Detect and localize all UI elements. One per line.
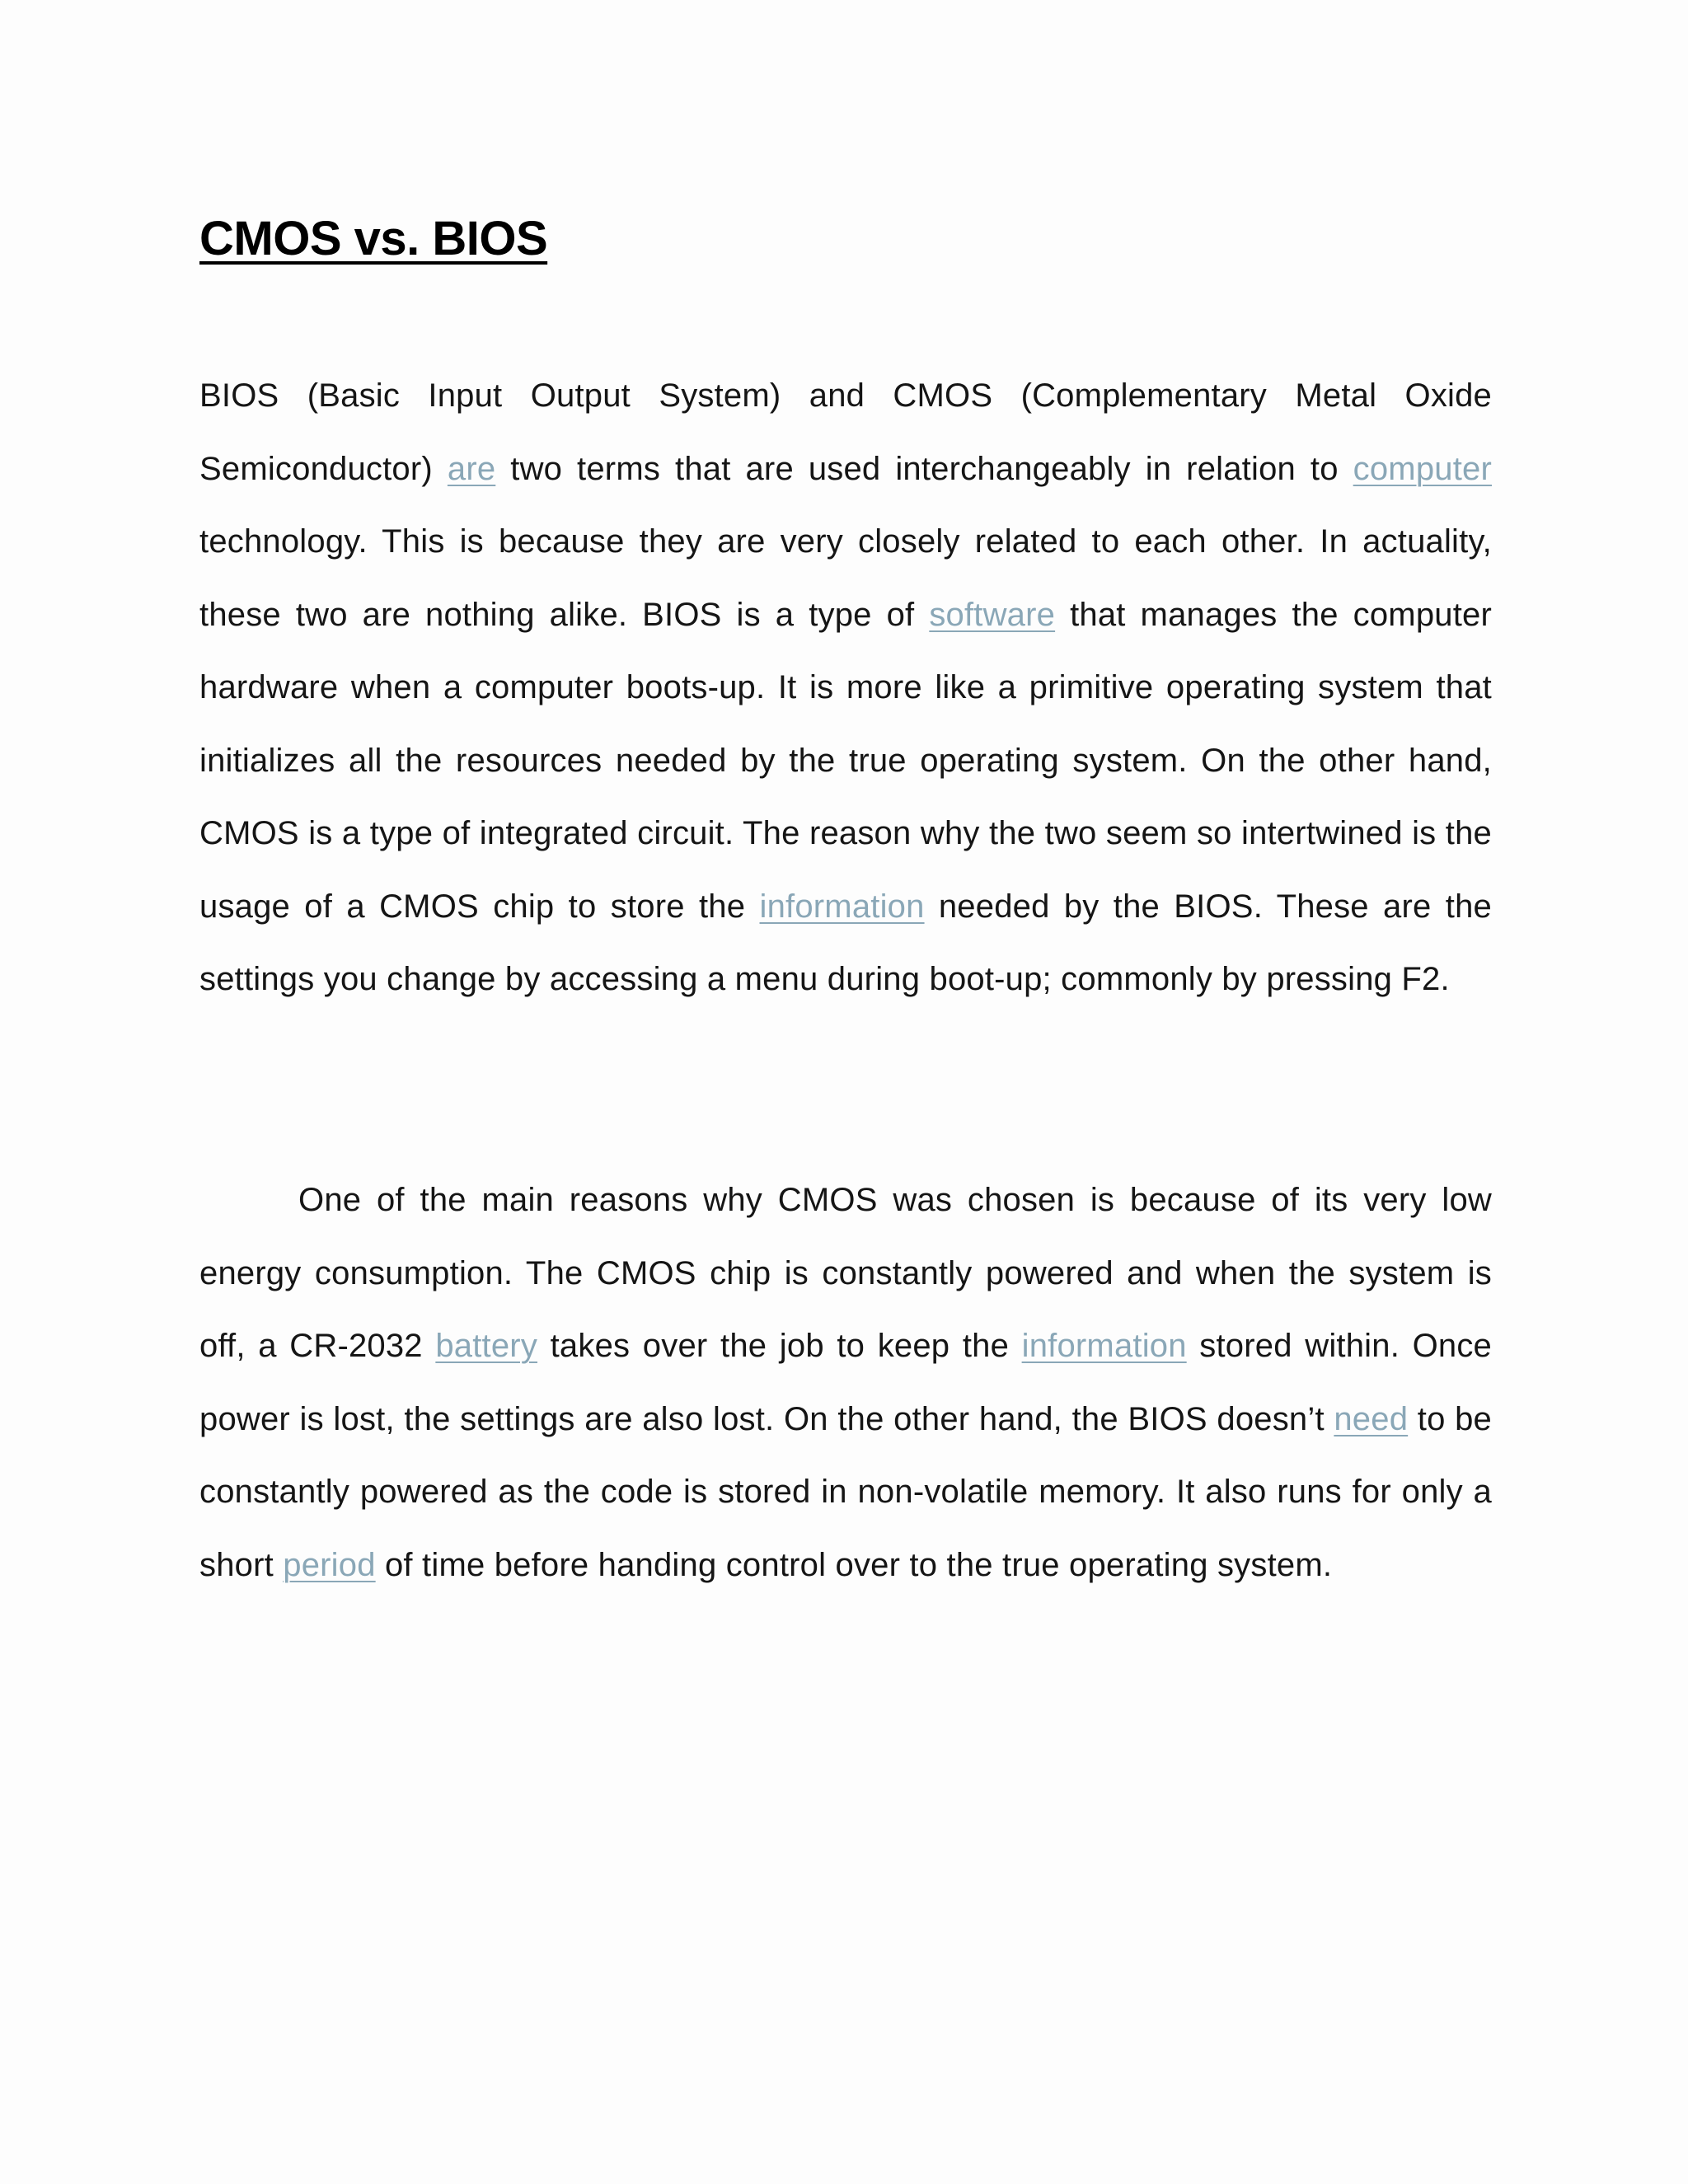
paragraph-2-text: stored within. Once power is lost, the settings are also lost. On the other hand, the BIOS doesn’t xyxy=(199,1328,1492,1437)
link-computer[interactable]: computer xyxy=(1353,450,1492,487)
link-period[interactable]: period xyxy=(283,1546,376,1583)
link-information[interactable]: information xyxy=(759,888,925,925)
link-are[interactable]: are xyxy=(447,450,496,487)
link-need[interactable]: need xyxy=(1334,1400,1409,1437)
paragraph-1-text: needed by the BIOS. These are the settings you change by accessing a menu during boot-up; commonly by pressing F2. xyxy=(199,888,1492,997)
paragraph-1-text: two terms that are used interchangeably in relation to xyxy=(495,450,1353,487)
paragraph-2-text: One of the main reasons why CMOS was chosen is because of its very low energy consumption. The CMOS chip is constantly powered and when the system is off, a CR-2032 xyxy=(199,1182,1492,1364)
paragraph-1-text: BIOS (Basic Input Output System) and CMOS (Complementary Metal Oxide Semiconductor) xyxy=(199,377,1492,487)
link-battery[interactable]: battery xyxy=(435,1328,538,1364)
paragraph-1-text: that manages the computer hardware when a computer boots-up. It is more like a primitive operating system that initializes all the resources needed by the true operating system. On the other hand, CMOS is a type of integrated circuit. The reason why the two seem so intertwined is the usage of a CMOS chip to store the xyxy=(199,596,1492,925)
paragraph-2 xyxy=(199,1164,1492,1601)
paragraph-1 xyxy=(199,359,1492,1016)
paragraph-1-text: technology. This is because they are very closely related to each other. In actuality, these two are nothing alike. BIOS is a type of xyxy=(199,523,1492,633)
link-software[interactable]: software xyxy=(929,596,1056,633)
paragraph-2-text: takes over the job to keep the xyxy=(537,1328,1022,1364)
link-information[interactable]: information xyxy=(1021,1328,1187,1364)
page-title: CMOS vs. BIOS xyxy=(199,212,548,265)
paragraph-2-text: of time before handing control over to the true operating system. xyxy=(375,1546,1333,1583)
paragraph-2-text: to be constantly powered as the code is stored in non-volatile memory. It also runs for only a short xyxy=(199,1400,1493,1583)
